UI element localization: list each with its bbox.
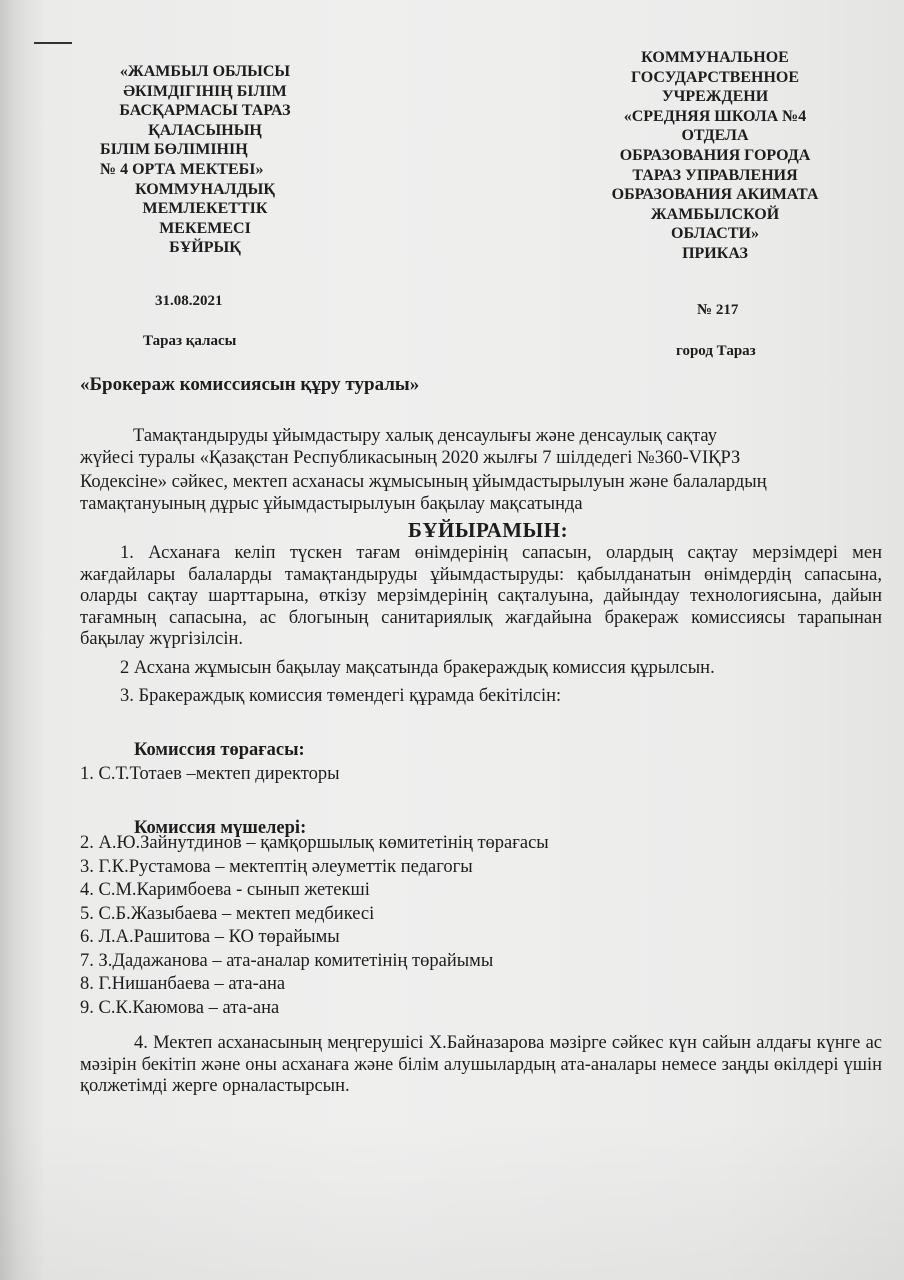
list-item: 3. Г.К.Рустамова – мектептің әлеуметтік педагогы [80,856,473,877]
document-date: 31.08.2021 [155,293,223,309]
header-right-line: ТАРАЗ УПРАВЛЕНИЯ [632,166,798,184]
list-item: 2. А.Ю.Зайнутдинов – қамқоршылық көмитетінің төрағасы [80,833,549,853]
preamble-line: жүйесі туралы «Қазақстан Республикасының 2020 жылғы 7 шілдедегі №360-VIҚРЗ [80,448,741,468]
list-item: 4. С.М.Каримбоева - сынып жетекші [80,880,370,900]
chair-heading: Комиссия төрағасы: [134,740,305,760]
list-item: 5. С.Б.Жазыбаева – мектеп медбикесі [80,903,375,924]
header-left-line: МЕКЕМЕСІ [159,219,251,237]
page-shadow [0,1120,904,1280]
preamble-line: тамақтануының дұрыс ұйымдастырылуын бақылау мақсатында [80,494,583,514]
top-dash-mark [34,42,72,44]
header-left-doc-type: БҰЙРЫҚ [169,239,241,257]
order-item-4: 4. Мектеп асханасының меңгерушісі Х.Байназарова мәзірге сәйкес күн сайын алдағы күнге ас мәзірін бекітіп және оны асханаға және білім алушылардың ата-аналары немесе заңды өкілдері үшін қолжетімді жерге орналастырсын. [80,1033,882,1096]
header-left-line: ҚАЛАСЫНЫҢ [148,121,262,139]
header-right-line: ОТДЕЛА [681,127,749,145]
header-right-line: УЧРЕЖДЕНИ [661,88,769,106]
list-item: 7. З.Дадажанова – ата-аналар комитетінің төрайымы [80,950,494,971]
header-right-line: «СРЕДНЯЯ ШКОЛА №4 [623,107,807,125]
list-item: 8. Г.Нишанбаева – ата-ана [80,974,286,994]
header-right-line: КОММУНАЛЬНОЕ [641,49,789,66]
header-left-line: «ЖАМБЫЛ ОБЛЫСЫ [119,63,291,80]
chair-member: 1. С.Т.Тотаев –мектеп директоры [80,764,340,784]
header-left-block [60,62,350,258]
city-kazakh: Тараз қаласы [143,333,237,349]
header-left-line: БІЛІМ БӨЛІМІНІҢ [100,141,248,159]
header-right-doc-type: ПРИКАЗ [682,244,748,262]
order-item-2: 2 Асхана жұмысын бақылау мақсатында бракераждық комиссия құрылсын. [120,658,715,678]
header-right-line: ГОСУДАРСТВЕННОЕ [631,68,799,86]
header-left-line: № 4 ОРТА МЕКТЕБІ» [100,160,264,178]
header-right-line: ОБЛАСТИ» [671,225,759,243]
list-item: 9. С.К.Каюмова – ата-ана [80,997,280,1018]
order-subject: «Брокераж комиссиясын құру туралы» [80,374,420,395]
document-number: № 217 [697,302,739,318]
city-russian: город Тараз [676,343,756,359]
list-item: 6. Л.А.Рашитова – КО төрайымы [80,927,340,947]
order-item-3: 3. Бракераждық комиссия төмендегі құрамда бекітілсін: [120,686,562,706]
members-list [80,832,549,1020]
order-title: БҰЙЫРАМЫН: [408,518,569,542]
header-right-line: ОБРАЗОВАНИЯ ГОРОДА [619,146,811,164]
header-left-line: МЕМЛЕКЕТТІК [142,200,268,218]
preamble-line: Кодексіне» сәйкес, мектеп асханасы жұмысының ұйымдастырылуын және балалардың [80,472,767,492]
header-left-line: ӘКІМДІГІНІҢ БІЛІМ [123,82,287,100]
header-right-line: ОБРАЗОВАНИЯ АКИМАТА [611,186,819,204]
preamble-line: Тамақтандыруды ұйымдастыру халық денсаулығы және денсаулық сақтау [133,426,717,446]
header-right-block [580,48,850,264]
header-right-line: ЖАМБЫЛСКОЙ [650,205,780,223]
order-item-1: 1. Асханаға келіп түскен тағам өнімдерінің сапасын, олардың сақтау мерзімдері мен жағдайлары балаларды тамақтандыруды ұйымдастыруды: қабылданатын өнімдердің сапасына, оларды сақтау шарттарына, өткізу мерзімдерінің сақталуына, дайындау технологиясына, дайын тағамның сапасына, ас блогының санитариялық жағдайына бракераж комиссиясы тарапынан бақылау жүргізілсін. [80,543,882,649]
header-left-line: БАСҚАРМАСЫ ТАРАЗ [119,102,291,120]
header-left-line: КОММУНАЛДЫҚ [135,180,275,198]
members-heading: Комиссия мүшелері: [134,818,307,838]
